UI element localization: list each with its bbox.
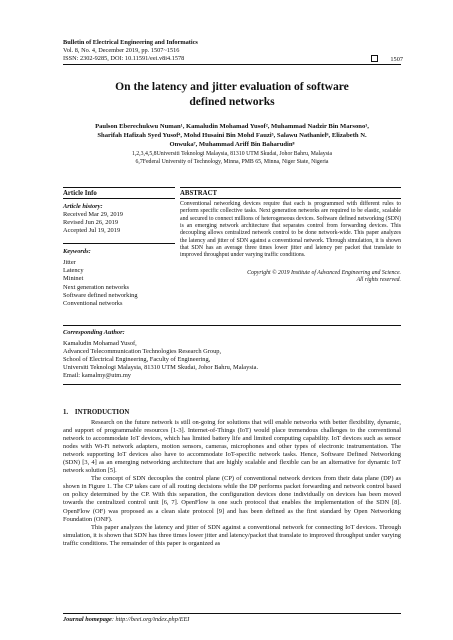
title-line-1: On the latency and jitter evaluation of software	[115, 80, 349, 93]
affiliation-2: 6,7Federal University of Technology, Minna, PMB 65, Minna, Niger State, Nigeria	[135, 158, 329, 165]
introduction-heading: 1. INTRODUCTION	[63, 409, 130, 416]
keywords-list	[63, 259, 175, 308]
keyword-item: Next generation networks	[63, 283, 130, 291]
corresponding-heading: Corresponding Author:	[63, 329, 125, 336]
corresponding-email: Email: kamalmy@utm.my	[63, 372, 132, 380]
corresponding-bottom-rule	[63, 384, 401, 385]
authors-line-2: Sharifah Hafizah Syed Yusof⁴, Mohd Husaini Bin Mohd Fauzi⁵, Salawu Nathaniel⁶, Elizabeth N.	[97, 132, 367, 140]
corresponding-group: Advanced Telecommunication Technologies Research Group,	[63, 348, 222, 356]
author-list	[63, 122, 401, 150]
issn-doi: ISSN: 2302-9285, DOI: 10.11591/eei.v8i4.1578	[63, 55, 185, 63]
history-accepted: Accepted Jul 19, 2019	[63, 227, 121, 235]
history-list	[63, 211, 175, 235]
copyright-notice	[180, 270, 401, 285]
article-info-column	[63, 187, 175, 308]
history-label: Article history:	[63, 203, 103, 210]
affiliation-1: 1,2,3,4,5,8Universiti Teknologi Malaysia, 81310 UTM Skudai, Johor Bahru, Malaysia	[131, 151, 333, 157]
authors-line-3: Onwuka⁷, Muhammad Ariff Bin Baharudin⁸	[169, 141, 295, 149]
abstract-text: Conventional networking devices require that each is programmed with different rules to perform specific collective tasks. Next generation networks are required to be elastic, scalable and secured to connect millions of heterogeneous devices. Software defined networking (SDN) is an emerging network architecture that separates control from forwarding devices. This decoupling allows centralized network control to be done network-wide. This paper analyzes the latency and jitter of SDN against a conventional network. Through simulation, it is shown that SDN has an average three times lower jitter and latency per packet that translate to improved throughput under varying traffic conditions.	[180, 201, 401, 259]
keywords-rule	[63, 243, 175, 244]
abstract-mid-rule	[180, 198, 401, 199]
copyright-line-2: All rights reserved.	[356, 277, 401, 284]
keyword-item: Latency	[63, 267, 84, 275]
corresponding-address: Universiti Teknologi Malaysia, 81310 UTM Skudai, Johor Bahru, Malaysia.	[63, 364, 259, 372]
header-rule	[63, 64, 401, 65]
authors-line-1: Paulson Eberechukwu Numan¹, Kamaludin Mohamad Yusof², Muhammad Nadzir Bin Marsono³,	[95, 123, 369, 130]
abstract-column	[180, 187, 401, 285]
keyword-item: Conventional networks	[63, 299, 123, 307]
intro-paragraph-3: This paper analyzes the latency and jitter of SDN against a conventional network for connecting IoT devices. Through simulation, it is shown that SDN has three times lower jitter and latency/packet that translate to improved throughput under varying traffic conditions. The remainder of this paper is organized as	[63, 523, 401, 547]
title-line-2: defined networks	[189, 94, 275, 108]
keyword-item: Jitter	[63, 259, 76, 267]
history-revised: Revised Jun 26, 2019	[63, 219, 119, 227]
abstract-heading: ABSTRACT	[180, 190, 218, 197]
keyword-item: Mininet	[63, 275, 84, 283]
introduction-section	[63, 408, 401, 548]
homepage-label: Journal homepage	[63, 616, 112, 623]
corresponding-top-rule	[63, 325, 401, 326]
volume-info: Vol. 8, No. 4, December 2019, pp. 1507~1516	[63, 47, 180, 55]
intro-paragraph-2: The concept of SDN decouples the control plane (CP) of conventional network devices from their data plane (DP) as shown in Figure 1. The CP takes care of all routing decisions while the DP performs packet forwarding and network control based on policy determined by the CP. With this separation, the configuration devices done individually on devices has been moved towards the centralized control unit [6, 7]. OpenFlow is one such protocol that enables the implementation of the SDN [8]. OpenFlow (OF) was proposed as a clean slate protocol [9] and has been defined as the first standard by Open Networking Foundation (ONF).	[63, 475, 401, 523]
paper-title	[63, 80, 401, 109]
homepage-url[interactable]: : http://beei.org/index.php/EEI	[111, 616, 190, 623]
article-info-heading: Article Info	[63, 190, 97, 197]
intro-paragraph-1: Research on the future network is still on-going for solutions that will enable networks with better flexibility, dynamic, and support of programmable resources [1-3]. Internet-of-Things (IoT) would place tremendous challenges to the conventional network to accommodate IoT devices, which has limited battery life and limited computing capability. IoT devices such as sensor nodes with Wi-Fi network adapters, motion sensors, cameras, microphones and other types of electronic instrumentation. The network supporting IoT devices also have to accommodate IoT-specific network tasks. Hence, Software Defined Networking (SDN) [3, 4] as an emerging networking architecture that are highly scalable and flexible can be an alternative for dynamic IoT network solution [5].	[63, 419, 401, 475]
corresponding-details	[63, 340, 401, 380]
square-icon	[371, 55, 378, 62]
keywords-label: Keywords:	[63, 248, 91, 256]
journal-name: Bulletin of Electrical Engineering and Informatics	[63, 39, 198, 46]
corresponding-name: Kamaludin Mohamad Yusof,	[63, 340, 137, 347]
article-info-mid-rule	[63, 198, 175, 199]
history-received: Received Mar 29, 2019	[63, 211, 123, 218]
keyword-item: Software defined networking	[63, 291, 138, 299]
journal-header	[63, 39, 403, 64]
journal-footer	[63, 616, 401, 624]
page-number: 1507	[390, 56, 403, 64]
footer-rule	[63, 613, 401, 614]
affiliations	[63, 151, 401, 167]
copyright-line-1: Copyright © 2019 Institute of Advanced Engineering and Science.	[247, 269, 401, 276]
abstract-top-rule	[180, 187, 401, 188]
article-info-top-rule	[63, 187, 175, 188]
corresponding-school: School of Electrical Engineering, Faculty of Engineering,	[63, 356, 211, 364]
corresponding-author-block	[63, 325, 401, 385]
